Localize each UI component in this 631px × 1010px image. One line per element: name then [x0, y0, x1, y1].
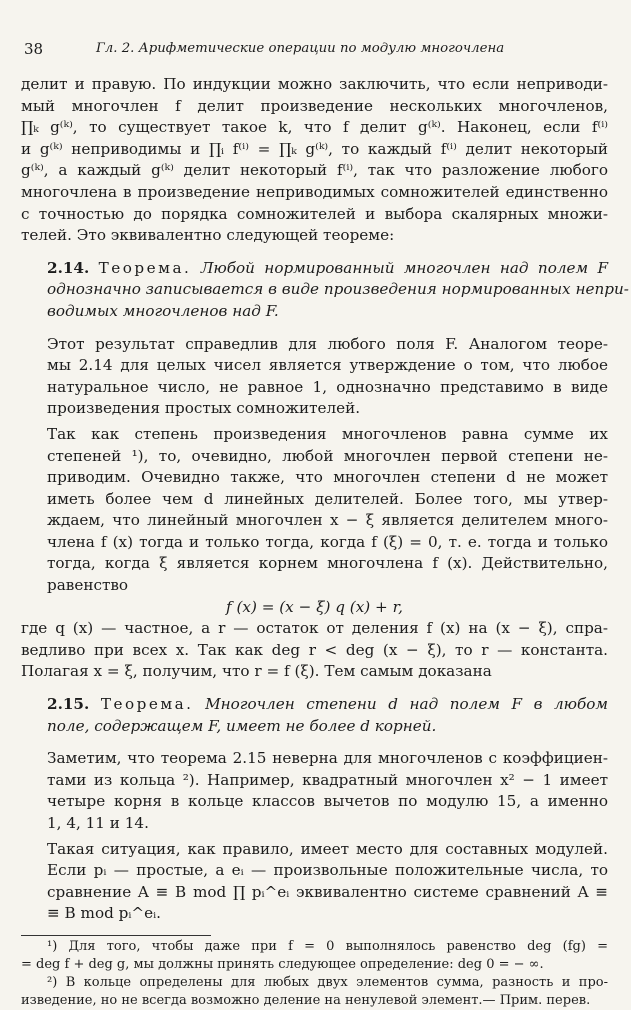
theorem-label: Теорема. [100, 695, 194, 714]
theorem-number: 2.15. [47, 695, 90, 714]
formula-division: f (x) = (x − ξ) q (x) + r, [226, 597, 403, 616]
theorem-2-15 [21, 694, 608, 737]
text-line: четыре корня в кольце классов вычетов по модулю 15, а именно [47, 792, 608, 811]
text-line: Такая ситуация, как правило, имеет место для составных модулей. [47, 839, 608, 858]
text-line: ≡ B mod pᵢ^eᵢ. [47, 904, 162, 923]
text-line: ждаем, что линейный многочлен x − ξ является делителем много- [47, 511, 608, 530]
text-line: натуральное число, не равное 1, однозначно представимо в виде [47, 377, 608, 396]
text-line: с точностью до порядка сомножителей и выбора скалярных множи- [21, 204, 608, 223]
theorem-first-line [21, 694, 608, 716]
text-line: Так как степень произведения многочленов равна сумме их [47, 424, 608, 443]
text-line: произведения простых сомножителей. [47, 399, 361, 418]
text-line: Полагая x = ξ, получим, что r = f (ξ). Тем самым доказана [21, 662, 492, 681]
text-line: g⁽ᵏ⁾, а каждый g⁽ᵏ⁾ делит некоторый f⁽ⁱ⁾, так что разложение любого [21, 161, 608, 180]
text-line: тогда, когда ξ является корнем многочлена f (x). Действительно, [47, 554, 608, 573]
paragraph-induction [21, 74, 608, 247]
theorem-first-line [21, 258, 608, 280]
text-line: мы 2.14 для целых чисел является утверждение о том, что любое [47, 356, 608, 375]
text-line: и g⁽ᵏ⁾ неприводимы и ∏ᵢ f⁽ⁱ⁾ = ∏ₖ g⁽ᵏ⁾, то каждый f⁽ⁱ⁾ делит некоторый [21, 139, 608, 158]
footnote-line: = deg f + deg g, мы должны принять следующее определение: deg 0 = − ∞. [21, 956, 544, 972]
paragraph-ring-example [21, 748, 608, 834]
paragraph-degree [21, 424, 608, 597]
text-line: члена f (x) тогда и только тогда, когда f (ξ) = 0, т. е. тогда и только [47, 532, 608, 551]
text-line: Этот результат справедлив для любого поля F. Аналогом теоре- [47, 334, 608, 353]
text-line: приводим. Очевидно также, что многочлен степени d не может [47, 468, 608, 487]
text-line: равенство [47, 576, 129, 595]
text-line: ведливо при всех x. Так как deg r < deg (x − ξ), то r — константа. [21, 640, 608, 659]
text-line: где q (x) — частное, а r — остаток от деления f (x) на (x − ξ), спра- [21, 619, 608, 638]
theorem-2-14 [21, 258, 629, 323]
text-line: 1, 4, 11 и 14. [47, 814, 149, 832]
running-head: Гл. 2. Арифметические операции по модулю многочлена [96, 41, 505, 56]
theorem-text: однозначно записывается в виде произведения нормированных непри- [47, 280, 629, 299]
footnote-divider [21, 935, 211, 936]
text-line: степеней ¹), то, очевидно, любой многочлен первой степени не- [47, 446, 608, 465]
paragraph-composite-moduli [21, 839, 608, 925]
paragraph-remainder [21, 618, 608, 683]
footnote-line: ¹) Для того, чтобы даже при f = 0 выполнялось равенство deg (fg) = [47, 938, 608, 954]
footnote-line: изведение, но не всегда возможно деление на ненулевой элемент.— Прим. перев. [21, 992, 591, 1008]
page-body [21, 74, 629, 1010]
theorem-label: Теорема. [98, 258, 192, 277]
text-line: делит и правую. По индукции можно заключить, что если неприводи- [21, 75, 608, 93]
page-number: 38 [24, 40, 44, 58]
text-line: тами из кольца ²). Например, квадратный многочлен x² − 1 имеет [47, 770, 608, 789]
theorem-text: водимых многочленов над F. [47, 301, 279, 320]
footnotes [21, 938, 608, 1010]
text-line: Если pᵢ — простые, а eᵢ — произвольные положительные числа, то [47, 861, 608, 880]
paragraph-analogy [21, 334, 608, 420]
theorem-text: Многочлен степени d над полем F в любом [205, 695, 609, 714]
text-line: иметь более чем d линейных делителей. Более того, мы утвер- [47, 489, 608, 508]
theorem-text: Любой нормированный многочлен над полем F [200, 258, 609, 277]
text-line: мый многочлен f делит произведение нескольких многочленов, [21, 96, 608, 115]
page-header [24, 40, 601, 62]
text-line: сравнение A ≡ B mod ∏ pᵢ^eᵢ эквивалентно системе сравнений A ≡ [47, 882, 608, 901]
text-line: Заметим, что теорема 2.15 неверна для многочленов с коэффициен- [47, 749, 608, 768]
theorem-text: поле, содержащем F, имеет не более d корней. [47, 716, 437, 735]
text-line: телей. Это эквивалентно следующей теореме: [21, 226, 395, 245]
text-line: многочлена в произведение неприводимых сомножителей единственно [21, 182, 608, 201]
text-line: ∏ₖ g⁽ᵏ⁾, то существует такое k, что f делит g⁽ᵏ⁾. Наконец, если f⁽ⁱ⁾ [21, 118, 608, 137]
theorem-number: 2.14. [47, 258, 90, 277]
footnote-line: ²) В кольце определены для любых двух элементов сумма, разность и про- [47, 974, 608, 990]
